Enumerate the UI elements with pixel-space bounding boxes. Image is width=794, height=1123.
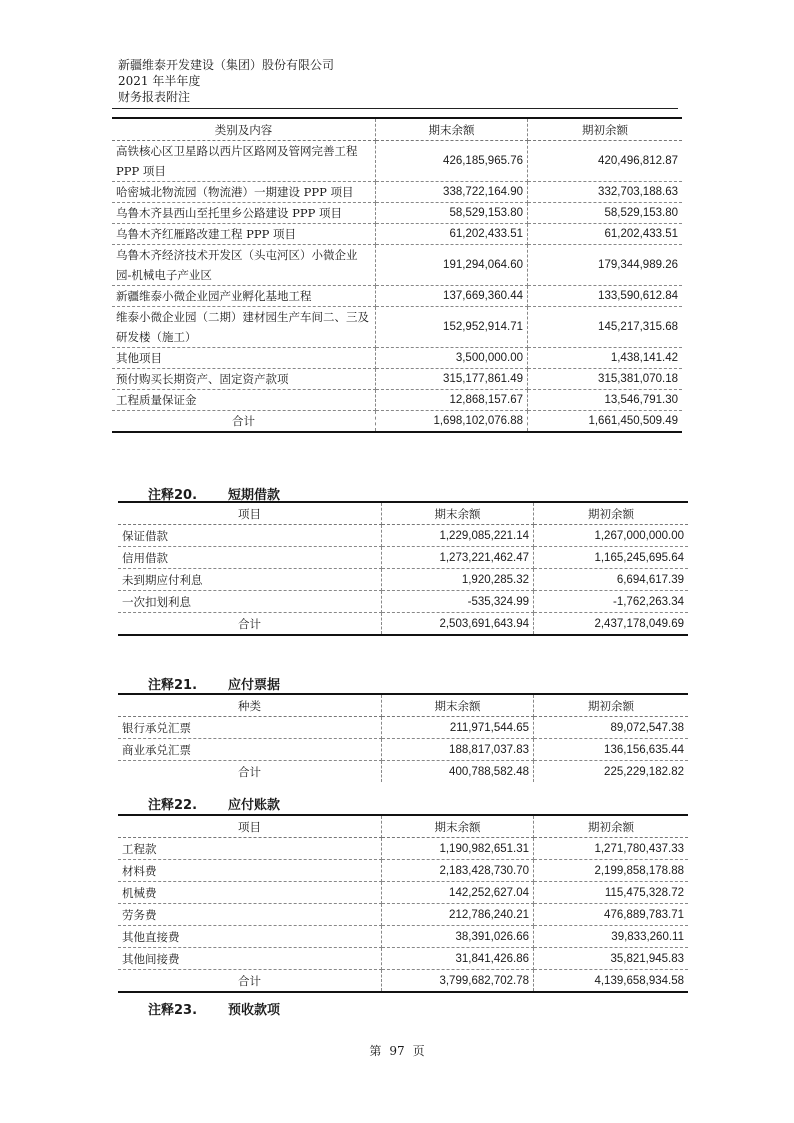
note-heading: 预收款项 — [228, 1003, 281, 1018]
end-balance: 1,273,221,462.47 — [382, 547, 534, 569]
note-heading: 短期借款 — [228, 488, 281, 503]
row-label: 其他项目 — [112, 348, 376, 369]
table-row — [118, 591, 688, 613]
row-label: 劳务费 — [118, 904, 382, 926]
end-balance: 212,786,240.21 — [382, 904, 534, 926]
table-row — [112, 390, 682, 411]
end-balance: 58,529,153.80 — [376, 203, 528, 224]
table-row — [118, 882, 688, 904]
begin-balance: -1,762,263.34 — [534, 591, 689, 613]
end-balance: 3,799,682,702.78 — [382, 970, 534, 993]
begin-balance: 2,437,178,049.69 — [594, 617, 684, 630]
table-row — [118, 838, 688, 860]
column-header: 期初余额 — [534, 502, 689, 525]
end-balance: 142,252,627.04 — [382, 882, 534, 904]
document-title: 财务报表附注 — [118, 90, 191, 104]
begin-balance: 39,833,260.11 — [534, 926, 689, 948]
begin-balance: 1,267,000,000.00 — [534, 525, 689, 547]
row-label: 合计 — [112, 411, 376, 433]
table-row — [118, 525, 688, 547]
note-number: 注释23. — [148, 1003, 198, 1018]
row-label: 材料费 — [118, 860, 382, 882]
begin-balance: 115,475,328.72 — [534, 882, 689, 904]
construction-table — [112, 117, 682, 433]
end-balance: 315,177,861.49 — [376, 369, 528, 390]
begin-balance: 1,661,450,509.49 — [588, 415, 678, 427]
row-label: 机械费 — [118, 882, 382, 904]
end-balance: 338,722,164.90 — [376, 182, 528, 203]
row-label: 信用借款 — [118, 547, 382, 569]
total-row — [118, 613, 688, 636]
table-row — [112, 182, 682, 203]
end-balance: 137,669,360.44 — [376, 286, 528, 307]
page-number: 97 — [389, 1044, 405, 1058]
begin-balance: 145,217,315.68 — [528, 307, 683, 348]
row-label: 合计 — [118, 613, 382, 636]
short-term-loans-table — [118, 501, 688, 636]
begin-balance: 35,821,945.83 — [534, 948, 689, 970]
page-footer — [0, 1042, 794, 1059]
end-balance: 12,868,157.67 — [376, 390, 528, 411]
table-row — [118, 926, 688, 948]
row-label: 乌鲁木齐经济技术开发区（头屯河区）小微企业园-机械电子产业区 — [112, 245, 376, 286]
table-row — [112, 286, 682, 307]
begin-balance: 332,703,188.63 — [528, 182, 683, 203]
header-rule — [112, 108, 678, 109]
notes-payable-table — [118, 693, 688, 782]
end-balance: 426,185,965.76 — [376, 141, 528, 182]
table-row — [112, 348, 682, 369]
row-label: 一次扣划利息 — [118, 591, 382, 613]
row-label: 未到期应付利息 — [118, 569, 382, 591]
row-label: 保证借款 — [118, 525, 382, 547]
table-row — [112, 203, 682, 224]
column-header: 期末余额 — [376, 118, 528, 141]
row-label: 银行承兑汇票 — [118, 717, 382, 739]
note-heading: 应付账款 — [228, 798, 281, 813]
row-label: 其他直接费 — [118, 926, 382, 948]
table-row — [118, 948, 688, 970]
note-number: 注释22. — [148, 798, 198, 813]
end-balance: 191,294,064.60 — [376, 245, 528, 286]
row-label: 新疆维泰小微企业园产业孵化基地工程 — [112, 286, 376, 307]
begin-balance: 179,344,989.26 — [528, 245, 683, 286]
row-label: 哈密城北物流园（物流港）一期建设 PPP 项目 — [112, 182, 376, 203]
column-header: 项目 — [118, 815, 382, 838]
begin-balance: 225,229,182.82 — [604, 765, 684, 778]
row-label: 合计 — [118, 761, 382, 783]
end-balance: 61,202,433.51 — [376, 224, 528, 245]
column-header: 项目 — [118, 502, 382, 525]
begin-balance: 420,496,812.87 — [528, 141, 683, 182]
end-balance: 3,500,000.00 — [376, 348, 528, 369]
column-header: 期末余额 — [382, 502, 534, 525]
column-header: 期初余额 — [534, 815, 689, 838]
end-balance: 2,183,428,730.70 — [382, 860, 534, 882]
row-label: 合计 — [118, 970, 382, 993]
note23-title — [148, 999, 280, 1018]
table-row — [112, 245, 682, 286]
table-row — [118, 739, 688, 761]
begin-balance: 1,165,245,695.64 — [534, 547, 689, 569]
page-prefix: 第 — [369, 1044, 382, 1058]
end-balance: -535,324.99 — [382, 591, 534, 613]
begin-balance: 476,889,783.71 — [534, 904, 689, 926]
begin-balance: 2,199,858,178.88 — [534, 860, 689, 882]
table-row — [118, 547, 688, 569]
begin-balance: 315,381,070.18 — [528, 369, 683, 390]
row-label: 工程质量保证金 — [112, 390, 376, 411]
row-label: 商业承兑汇票 — [118, 739, 382, 761]
column-header: 期末余额 — [382, 694, 534, 717]
end-balance: 1,920,285.32 — [382, 569, 534, 591]
row-label: 高铁核心区卫星路以西片区路网及管网完善工程 PPP 项目 — [112, 141, 376, 182]
end-balance: 31,841,426.86 — [382, 948, 534, 970]
begin-balance: 89,072,547.38 — [534, 717, 689, 739]
total-row — [118, 761, 688, 783]
table-row — [118, 717, 688, 739]
begin-balance: 61,202,433.51 — [528, 224, 683, 245]
note-number: 注释20. — [148, 488, 198, 503]
report-period: 2021 年半年度 — [118, 74, 201, 88]
begin-balance: 13,546,791.30 — [528, 390, 683, 411]
column-header: 期初余额 — [534, 694, 689, 717]
table-row — [112, 307, 682, 348]
row-label: 乌鲁木齐红雁路改建工程 PPP 项目 — [112, 224, 376, 245]
end-balance: 38,391,026.66 — [382, 926, 534, 948]
note21-title — [148, 674, 280, 693]
company-name: 新疆维泰开发建设（集团）股份有限公司 — [118, 58, 335, 72]
row-label: 工程款 — [118, 838, 382, 860]
column-header: 期末余额 — [382, 815, 534, 838]
begin-balance: 136,156,635.44 — [534, 739, 689, 761]
end-balance: 1,190,982,651.31 — [382, 838, 534, 860]
page-suffix: 页 — [412, 1044, 425, 1058]
table-row — [112, 141, 682, 182]
column-header: 期初余额 — [528, 118, 683, 141]
begin-balance: 133,590,612.84 — [528, 286, 683, 307]
total-row — [112, 411, 682, 433]
row-label: 维泰小微企业园（二期）建材园生产车间二、三及研发楼（施工） — [112, 307, 376, 348]
row-label: 预付购买长期资产、固定资产款项 — [112, 369, 376, 390]
end-balance: 211,971,544.65 — [382, 717, 534, 739]
table-row — [118, 904, 688, 926]
accounts-payable-table — [118, 814, 688, 993]
begin-balance: 6,694,617.39 — [534, 569, 689, 591]
column-header: 种类 — [118, 694, 382, 717]
table-row — [112, 224, 682, 245]
begin-balance: 1,438,141.42 — [528, 348, 683, 369]
begin-balance: 58,529,153.80 — [528, 203, 683, 224]
end-balance: 1,229,085,221.14 — [382, 525, 534, 547]
begin-balance: 1,271,780,437.33 — [534, 838, 689, 860]
end-balance: 188,817,037.83 — [382, 739, 534, 761]
column-header: 类别及内容 — [112, 118, 376, 141]
row-label: 其他间接费 — [118, 948, 382, 970]
note-number: 注释21. — [148, 678, 198, 693]
note-heading: 应付票据 — [228, 678, 281, 693]
document-header — [118, 57, 334, 105]
row-label: 乌鲁木齐县西山至托里乡公路建设 PPP 项目 — [112, 203, 376, 224]
end-balance: 1,698,102,076.88 — [376, 411, 528, 433]
end-balance: 2,503,691,643.94 — [382, 613, 534, 636]
table-row — [118, 569, 688, 591]
total-row — [118, 970, 688, 993]
begin-balance: 4,139,658,934.58 — [594, 974, 684, 987]
note22-title — [148, 794, 280, 813]
end-balance: 152,952,914.71 — [376, 307, 528, 348]
table-row — [112, 369, 682, 390]
end-balance: 400,788,582.48 — [382, 761, 534, 783]
table-row — [118, 860, 688, 882]
